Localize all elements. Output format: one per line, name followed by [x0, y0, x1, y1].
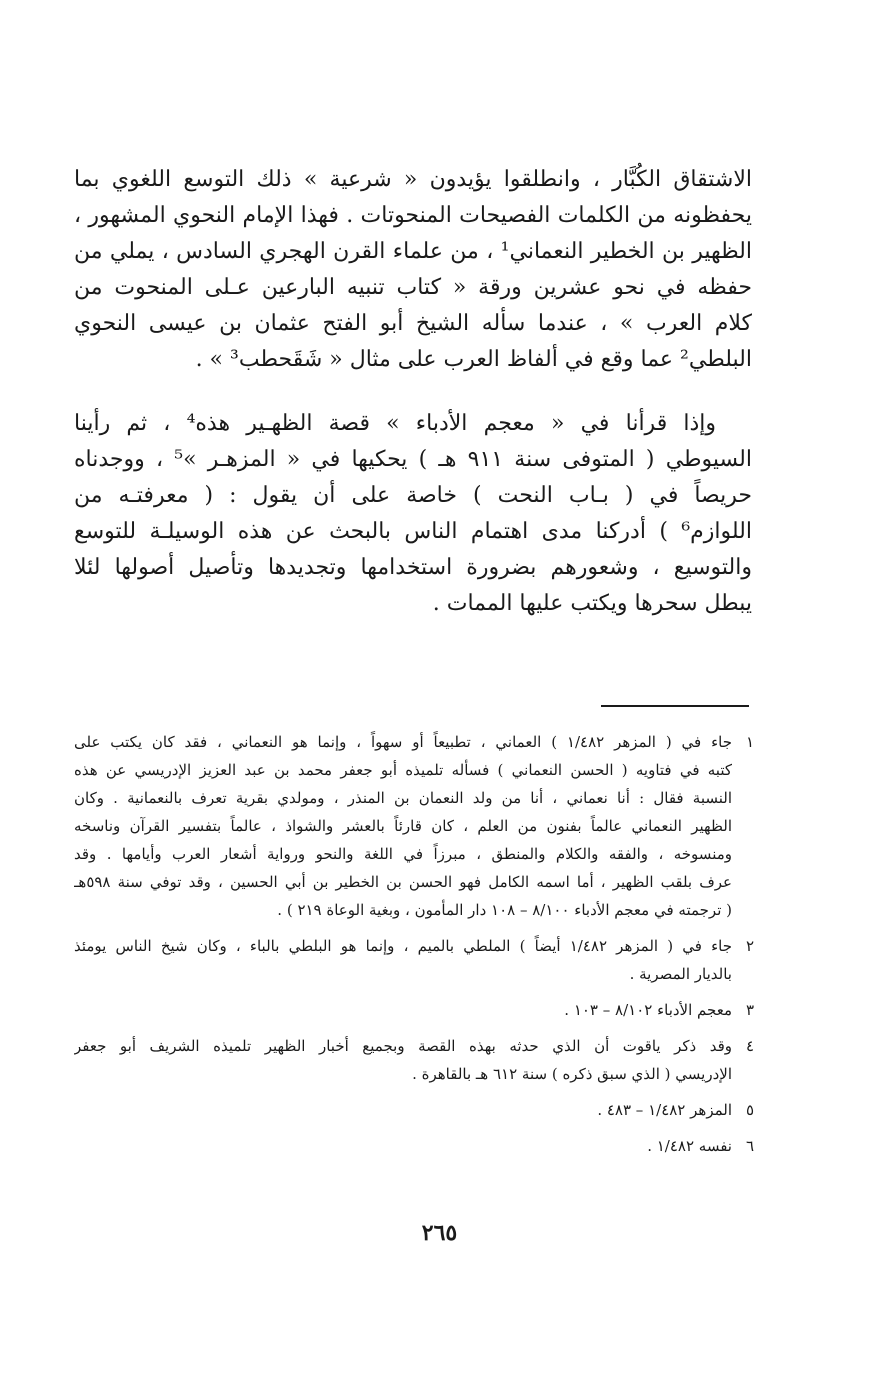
footnote-line: ومنسوخه ، والفقه والكلام والمنطق ، مبرزاً في اللغة والنحو ورواية أشعار العرب وأيامها . وقد — [74, 845, 732, 863]
footnote-body — [74, 1132, 732, 1160]
paragraph-gap — [74, 378, 752, 406]
footnote-body — [74, 996, 732, 1024]
paragraph-1 — [74, 162, 752, 378]
text-line: السيوطي ( المتوفى سنة ٩١١ هـ ) يحكيها في « المزهـر »⁵ ، ووجدناه — [74, 447, 752, 472]
text-line: كلام العرب » ، عندما سأله الشيخ أبو الفتح عثمان بن عيسى النحوي — [74, 311, 752, 336]
footnotes — [74, 728, 754, 1168]
footnote-line: بالديار المصرية . — [629, 965, 732, 983]
footnote-number: ٥ — [745, 1101, 754, 1119]
footnote-1 — [74, 728, 754, 924]
footnote-line: ( ترجمته في معجم الأدباء ٨/١٠٠ – ١٠٨ دار المأمون ، وبغية الوعاة ٢١٩ ) . — [277, 901, 732, 919]
footnote-line: المزهر ١/٤٨٢ – ٤٨٣ . — [597, 1101, 732, 1119]
footnote-line: الظهير النعماني عالماً بفنون من العلم ، كان قارئاً بالعشر والشواذ ، عالماً بتفسير القرآن وناسخه — [74, 817, 732, 835]
footnote-line: النسبة فقال : أنا نعماني ، أنا من ولد النعمان بن المنذر ، ومولدي بقرية تعرف بالنعمانية . وكان — [74, 789, 732, 807]
footnote-separator — [601, 705, 749, 707]
footnote-number: ٢ — [745, 937, 754, 955]
paragraph-2 — [74, 406, 752, 622]
footnote-2 — [74, 932, 754, 988]
footnote-line: الإدريسي ( الذي سبق ذكره ) سنة ٦١٢ هـ بالقاهرة . — [412, 1065, 732, 1083]
text-line: اللوازم⁶ ) أدركنا مدى اهتمام الناس بالبحث عن هذه الوسيلـة للتوسع — [74, 519, 752, 544]
page-number: ٢٦٥ — [421, 1220, 458, 1246]
text-line: يحفظونه من الكلمات الفصيحات المنحوتات . فهذا الإمام النحوي المشهور ، — [74, 203, 752, 228]
footnote-body — [74, 1032, 732, 1088]
footnote-5 — [74, 1096, 754, 1124]
text-line: والتوسيع ، وشعورهم بضرورة استخدامها وتجديدها وتأصيل أصولها لئلا — [74, 555, 752, 580]
text-line: حفظه في نحو عشرين ورقة « كتاب تنبيه البارعين عـلى المنحوت من — [74, 275, 752, 300]
footnote-number: ٣ — [745, 1001, 754, 1019]
footnote-number: ١ — [745, 733, 754, 751]
footnote-number: ٤ — [745, 1037, 754, 1055]
footnote-line: عرف بلقب الظهير ، أما اسمه الكامل فهو الحسن بن الخطير بن أبي الحسين ، وقد توفي سنة ٥٩٨هـ — [74, 873, 732, 891]
text-line: حريصاً في ( بـاب النحت ) خاصة على أن يقول : ( معرفتـه من — [74, 483, 752, 508]
footnote-number: ٦ — [745, 1137, 754, 1155]
footnote-body — [74, 932, 732, 988]
footnote-line: نفسه ١/٤٨٢ . — [647, 1137, 732, 1155]
text-line: يبطل سحرها ويكتب عليها الممات . — [432, 591, 752, 616]
main-text — [74, 162, 752, 622]
text-line: الظهير بن الخطير النعماني¹ ، من علماء القرن الهجري السادس ، يملي من — [74, 239, 752, 264]
text-line: وإذا قرأنا في « معجم الأدباء » قصة الظهـير هذه⁴ ، ثم رأينا — [74, 411, 717, 436]
footnote-6 — [74, 1132, 754, 1160]
footnote-3 — [74, 996, 754, 1024]
footnote-line: جاء في ( المزهر ١/٤٨٢ ) العماني ، تطبيعاً أو سهواً ، وإنما هو النعماني ، فقد كان يكتب على — [74, 733, 732, 751]
footnote-line: وقد ذكر ياقوت أن الذي حدثه بهذه القصة وبجميع أخبار الظهير تلميذه الشريف أبو جعفر — [74, 1037, 732, 1055]
text-line: الاشتقاق الكُبَّار ، وانطلقوا يؤيدون « شرعية » ذلك التوسع اللغوي بما — [74, 167, 752, 192]
footnote-line: جاء في ( المزهر ١/٤٨٢ أيضاً ) الملطي بالميم ، وإنما هو البلطي بالباء ، وكان شيخ الناس يومئذ — [74, 937, 732, 955]
footnote-line: معجم الأدباء ٨/١٠٢ – ١٠٣ . — [564, 1001, 732, 1019]
footnote-4 — [74, 1032, 754, 1088]
footnote-line: كتبه في فتاويه ( الحسن النعماني ) فسأله تلميذه أبو جعفر محمد بن عبد العزيز الإدريسي عن هذه — [74, 761, 732, 779]
footnote-body — [74, 1096, 732, 1124]
text-line: البلطي² عما وقع في ألفاظ العرب على مثال « شَقَحطب³ » . — [195, 347, 752, 372]
footnote-body — [74, 728, 732, 924]
